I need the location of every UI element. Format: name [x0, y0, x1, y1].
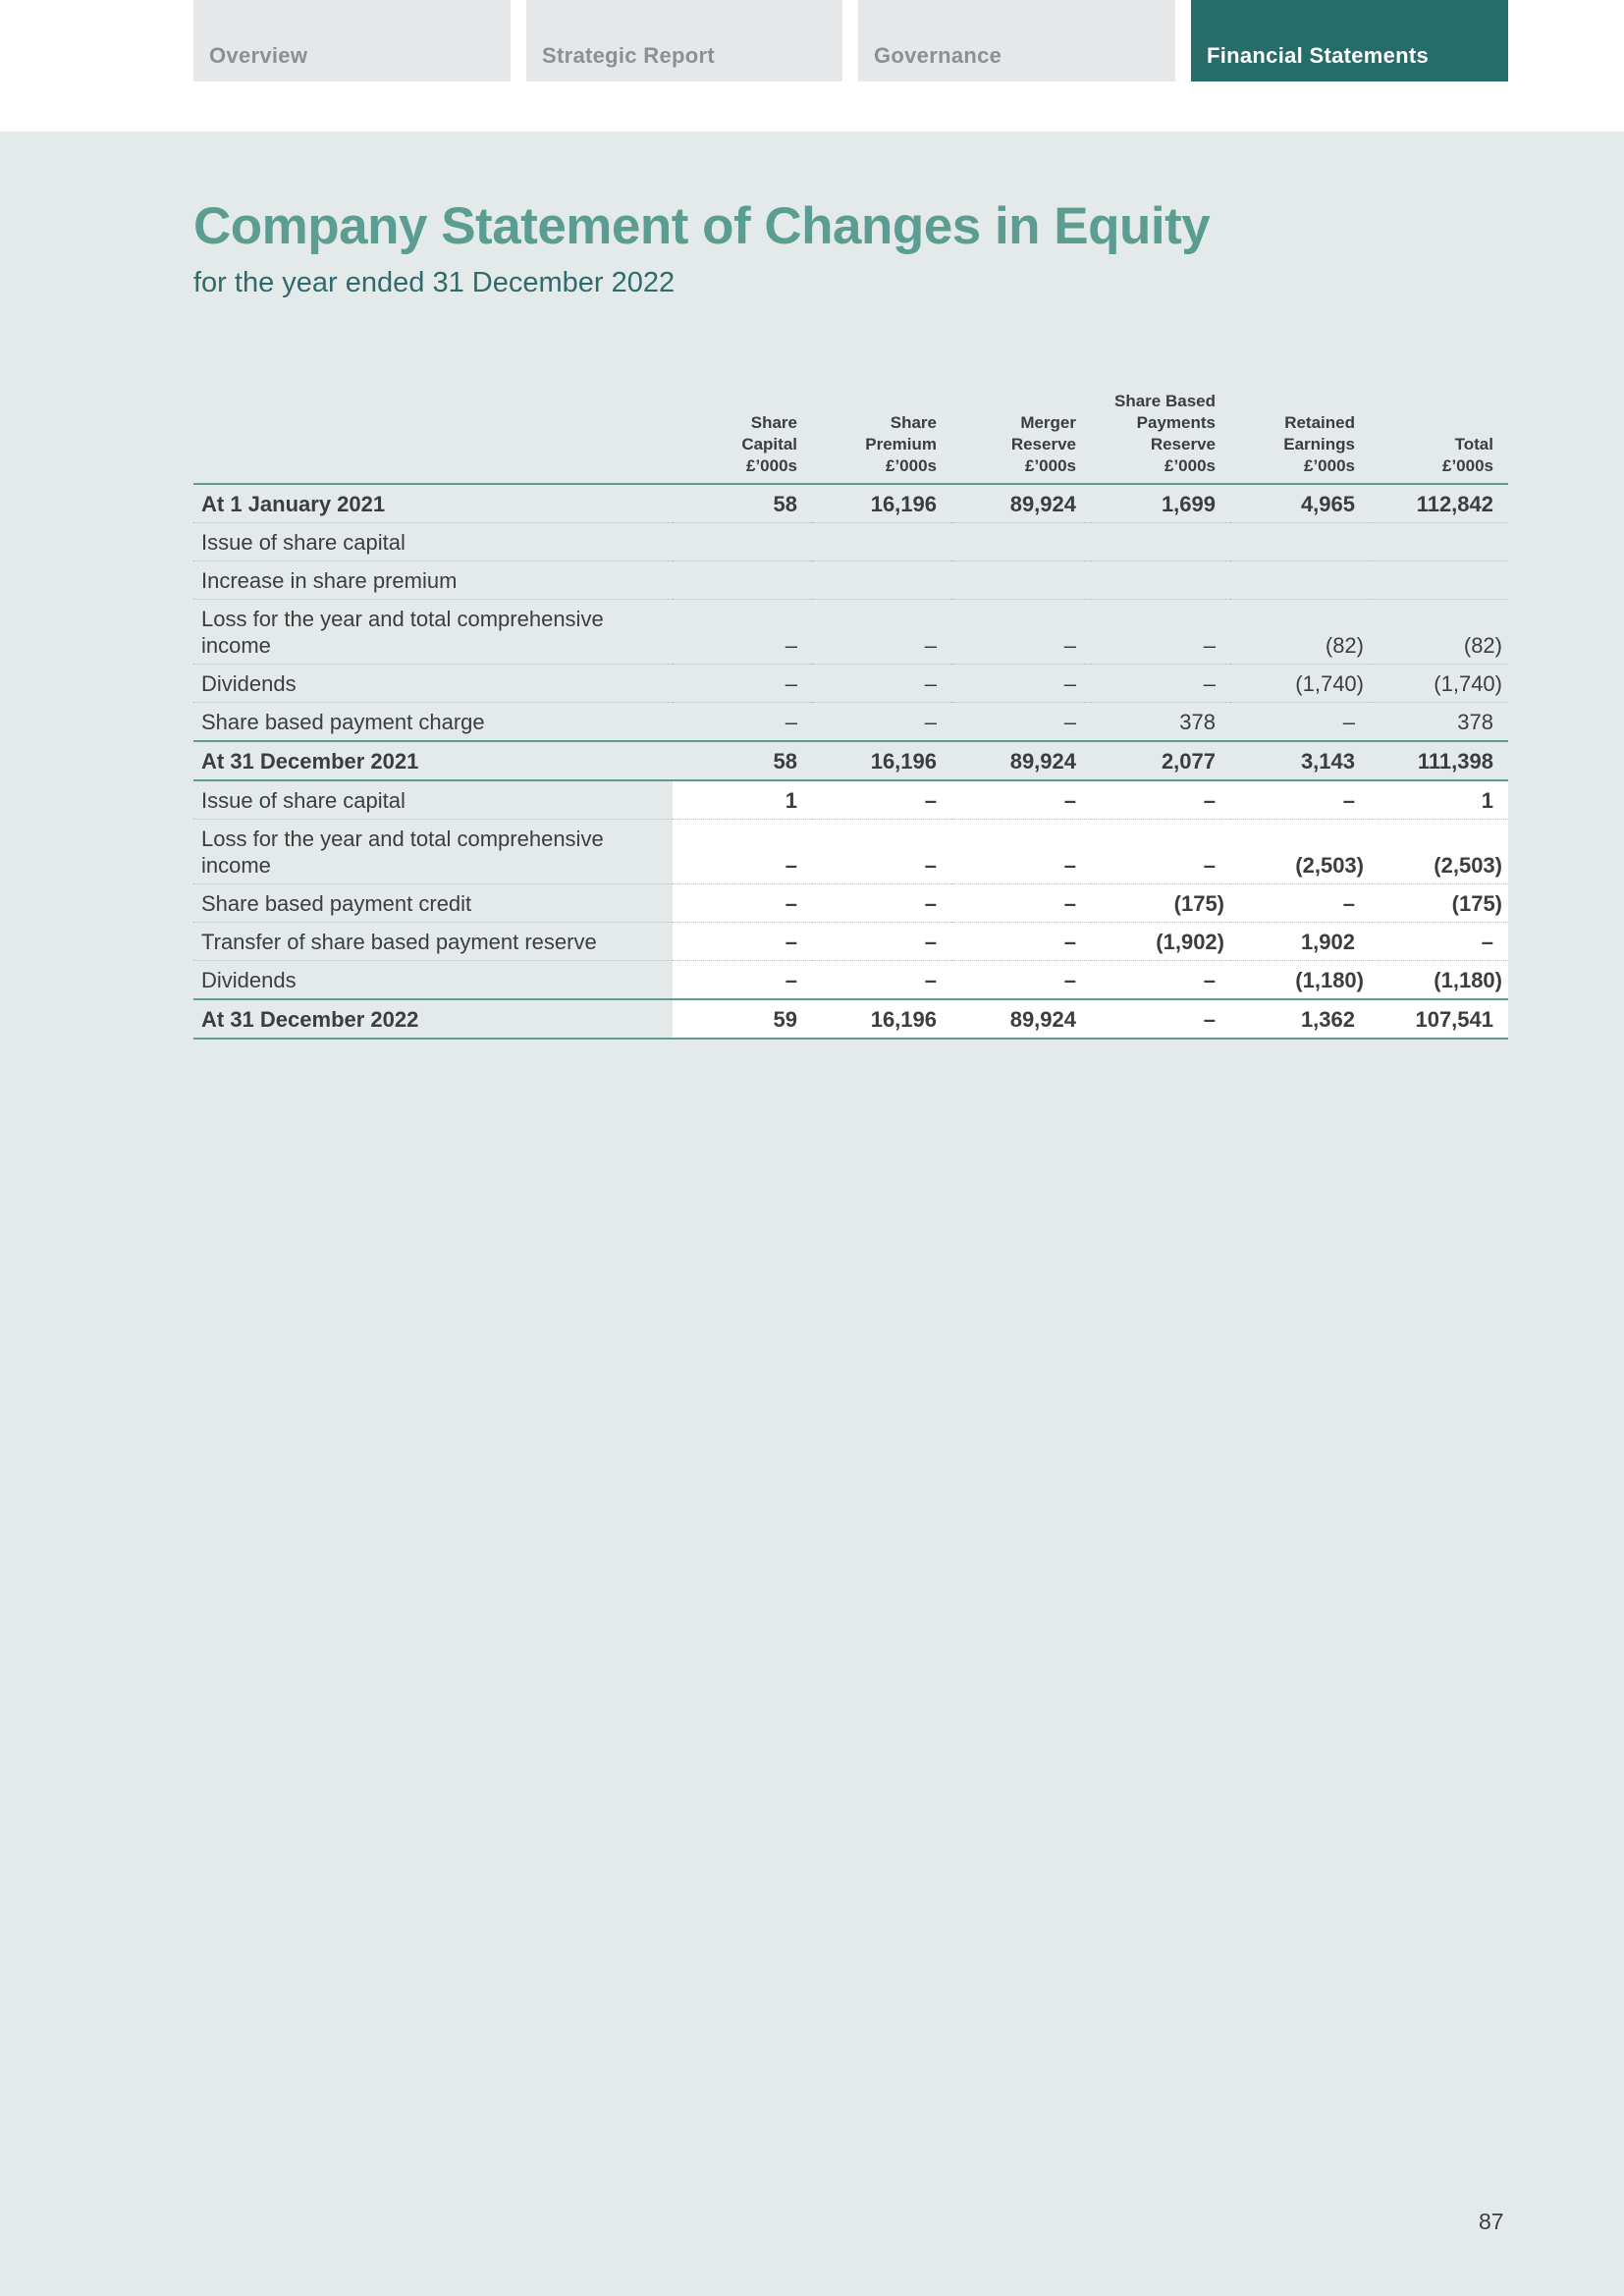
value-cell: 89,924	[951, 741, 1091, 780]
value-cell: –	[1370, 923, 1508, 961]
value-cell: –	[673, 820, 812, 884]
value-cell	[1230, 561, 1370, 600]
value-cell: –	[1230, 703, 1370, 742]
value-cell: –	[1091, 780, 1230, 820]
value-cell: –	[673, 923, 812, 961]
column-header-line: Capital	[741, 435, 797, 454]
row-label: Dividends	[193, 665, 673, 703]
value-cell: 58	[673, 484, 812, 523]
row-label: Share based payment charge	[193, 703, 673, 742]
balance-row	[193, 741, 1508, 780]
balance-row	[193, 999, 1508, 1039]
value-cell: 1,902	[1230, 923, 1370, 961]
value-cell: (1,902)	[1091, 923, 1230, 961]
top-navigation	[0, 0, 1624, 132]
value-cell: –	[951, 884, 1091, 923]
value-cell: –	[951, 820, 1091, 884]
value-cell	[1370, 561, 1508, 600]
column-header-line: Share Based	[1114, 392, 1216, 410]
row-label: Increase in share premium	[193, 561, 673, 600]
table-body	[193, 484, 1508, 1039]
value-cell: 3,143	[1230, 741, 1370, 780]
column-header	[1370, 391, 1508, 484]
value-cell: 89,924	[951, 484, 1091, 523]
table-row	[193, 820, 1508, 884]
value-cell: 2,077	[1091, 741, 1230, 780]
column-header	[1091, 391, 1230, 484]
table-row	[193, 600, 1508, 665]
value-cell: (1,740)	[1230, 665, 1370, 703]
value-cell: 1,362	[1230, 999, 1370, 1039]
value-cell: –	[951, 961, 1091, 1000]
value-cell: –	[812, 600, 951, 665]
value-cell: –	[812, 703, 951, 742]
value-cell	[812, 561, 951, 600]
balance-row	[193, 484, 1508, 523]
value-cell: –	[673, 961, 812, 1000]
page-subtitle: for the year ended 31 December 2022	[193, 267, 676, 298]
value-cell: (2,503)	[1370, 820, 1508, 884]
column-header	[951, 391, 1091, 484]
page-number: 87	[1479, 2209, 1504, 2234]
equity-statement-table	[193, 391, 1508, 1040]
column-header-line: £’000s	[1164, 456, 1216, 475]
row-label: Issue of share capital	[193, 523, 673, 561]
tab-financial-statements[interactable]: Financial Statements	[1191, 0, 1508, 81]
table-row	[193, 923, 1508, 961]
table-row	[193, 523, 1508, 561]
column-header-line: Reserve	[1150, 435, 1216, 454]
value-cell: 4,965	[1230, 484, 1370, 523]
value-cell: 16,196	[812, 999, 951, 1039]
tab-governance[interactable]: Governance	[858, 0, 1175, 81]
column-header-line: Earnings	[1283, 435, 1355, 454]
value-cell: (175)	[1091, 884, 1230, 923]
value-cell	[951, 561, 1091, 600]
value-cell: –	[812, 961, 951, 1000]
value-cell: –	[673, 665, 812, 703]
value-cell: –	[951, 703, 1091, 742]
value-cell: –	[1230, 884, 1370, 923]
value-cell: –	[1091, 820, 1230, 884]
column-header-line: £’000s	[1025, 456, 1076, 475]
value-cell: (1,180)	[1370, 961, 1508, 1000]
value-cell: 1,699	[1091, 484, 1230, 523]
value-cell: –	[673, 703, 812, 742]
table-row	[193, 665, 1508, 703]
value-cell: 107,541	[1370, 999, 1508, 1039]
value-cell: (1,180)	[1230, 961, 1370, 1000]
value-cell	[951, 523, 1091, 561]
value-cell: –	[951, 780, 1091, 820]
value-cell: –	[1091, 665, 1230, 703]
value-cell: –	[812, 884, 951, 923]
value-cell: (2,503)	[1230, 820, 1370, 884]
value-cell: 1	[673, 780, 812, 820]
column-header	[812, 391, 951, 484]
column-header-line: Retained	[1284, 413, 1355, 432]
value-cell	[1370, 523, 1508, 561]
table-row	[193, 780, 1508, 820]
column-header-line: Premium	[865, 435, 937, 454]
value-cell: 89,924	[951, 999, 1091, 1039]
value-cell	[1091, 561, 1230, 600]
value-cell: 378	[1091, 703, 1230, 742]
column-header-line: £’000s	[746, 456, 797, 475]
column-header-line: £’000s	[1442, 456, 1493, 475]
value-cell: –	[812, 780, 951, 820]
value-cell: 58	[673, 741, 812, 780]
table-row	[193, 884, 1508, 923]
value-cell: –	[1091, 600, 1230, 665]
table-row	[193, 961, 1508, 1000]
row-label: Issue of share capital	[193, 780, 673, 820]
value-cell: –	[673, 884, 812, 923]
value-cell: –	[812, 665, 951, 703]
page-title: Company Statement of Changes in Equity	[193, 197, 1211, 255]
value-cell	[673, 561, 812, 600]
header-blank	[193, 391, 673, 484]
row-label: Loss for the year and total comprehensive income	[193, 820, 673, 884]
row-label: Dividends	[193, 961, 673, 1000]
column-header	[1230, 391, 1370, 484]
value-cell: 16,196	[812, 484, 951, 523]
value-cell: –	[1091, 999, 1230, 1039]
value-cell: 1	[1370, 780, 1508, 820]
table-header-row	[193, 391, 1508, 484]
column-header-line: Total	[1454, 435, 1493, 454]
value-cell: 378	[1370, 703, 1508, 742]
value-cell: (1,740)	[1370, 665, 1508, 703]
table-row	[193, 561, 1508, 600]
row-label: Transfer of share based payment reserve	[193, 923, 673, 961]
table-row	[193, 703, 1508, 742]
value-cell: –	[951, 600, 1091, 665]
value-cell: –	[1091, 961, 1230, 1000]
value-cell: –	[812, 820, 951, 884]
value-cell: (175)	[1370, 884, 1508, 923]
tab-strategic-report[interactable]: Strategic Report	[526, 0, 842, 81]
value-cell: 111,398	[1370, 741, 1508, 780]
row-label: Loss for the year and total comprehensive income	[193, 600, 673, 665]
column-header	[673, 391, 812, 484]
value-cell: –	[951, 665, 1091, 703]
value-cell: 16,196	[812, 741, 951, 780]
row-label: At 1 January 2021	[193, 484, 673, 523]
column-header-line: £’000s	[886, 456, 937, 475]
value-cell: 112,842	[1370, 484, 1508, 523]
tab-overview[interactable]: Overview	[193, 0, 511, 81]
value-cell	[1230, 523, 1370, 561]
column-header-line: Merger	[1020, 413, 1076, 432]
value-cell: –	[812, 923, 951, 961]
column-header-line: Reserve	[1010, 435, 1076, 454]
value-cell: –	[951, 923, 1091, 961]
value-cell: –	[673, 600, 812, 665]
value-cell: –	[1230, 780, 1370, 820]
column-header-line: Payments	[1136, 413, 1216, 432]
value-cell	[1091, 523, 1230, 561]
column-header-line: Share	[750, 413, 797, 432]
value-cell	[812, 523, 951, 561]
value-cell	[673, 523, 812, 561]
value-cell: (82)	[1370, 600, 1508, 665]
column-header-line: £’000s	[1304, 456, 1355, 475]
column-header-line: Share	[890, 413, 937, 432]
value-cell: 59	[673, 999, 812, 1039]
row-label: Share based payment credit	[193, 884, 673, 923]
row-label: At 31 December 2022	[193, 999, 673, 1039]
row-label: At 31 December 2021	[193, 741, 673, 780]
value-cell: (82)	[1230, 600, 1370, 665]
